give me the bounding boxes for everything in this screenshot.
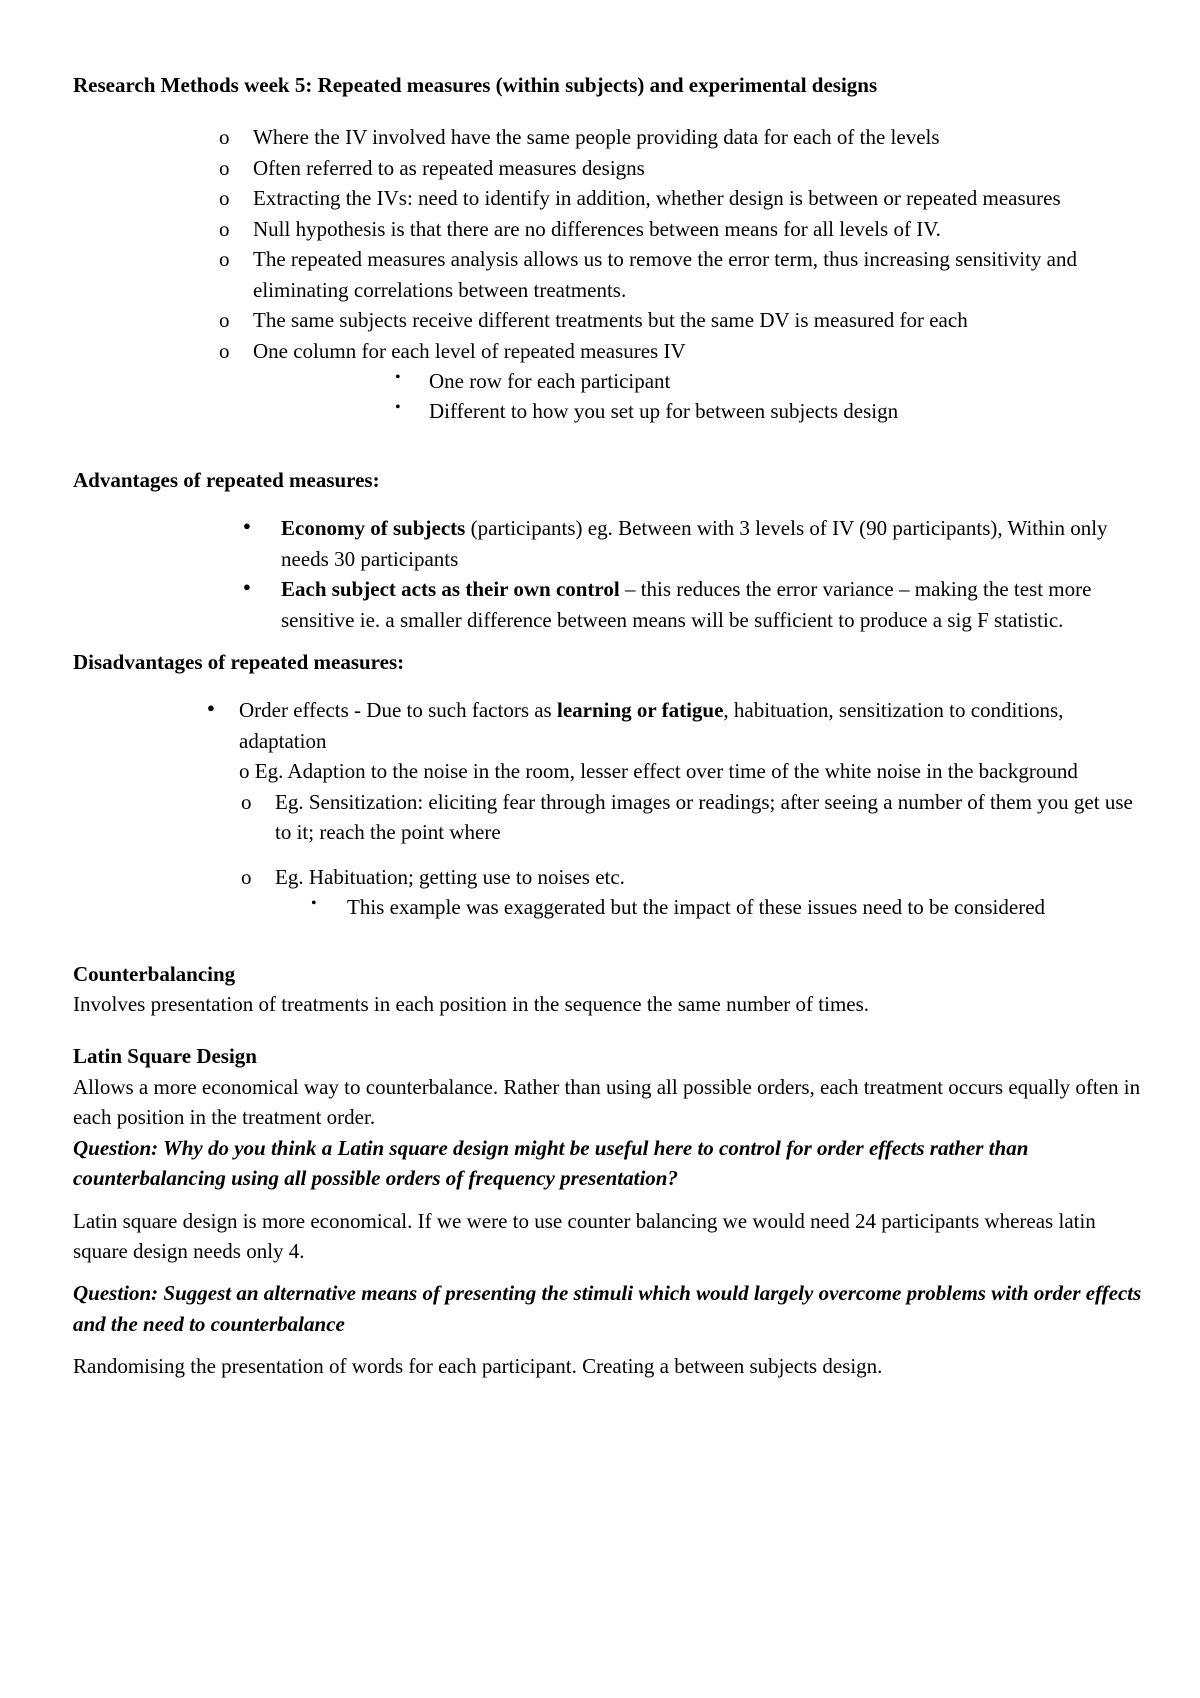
advantages-list xyxy=(241,513,1143,635)
advantages-heading: Advantages of repeated measures: xyxy=(73,467,380,492)
disadvantages-list xyxy=(205,695,1143,922)
list-item xyxy=(241,513,1143,574)
list-item xyxy=(241,574,1143,635)
question-1: Question: Why do you think a Latin square design might be useful here to control for order effects rather than counterbalancing using all possible orders of frequency presentation? xyxy=(73,1135,1029,1191)
list-item: o Extracting the IVs: need to identify in addition, whether design is between or repeated measures xyxy=(219,183,1143,213)
question-2: Question: Suggest an alternative means of presenting the stimuli which would largely overcome problems with order effects and the need to counterbalance xyxy=(73,1281,1142,1336)
order-effects-bold: learning or fatigue xyxy=(556,698,724,723)
adaption-example: o Eg. Adaption to the noise in the room, lesser effect over time of the white noise in the background xyxy=(239,759,1078,784)
list-item: o The repeated measures analysis allows us to remove the error term, thus increasing sensitivity and eliminating correlations between treatments. xyxy=(219,244,1143,305)
list-item: o The same subjects receive different treatments but the same DV is measured for each xyxy=(219,305,1143,335)
list-item: o Where the IV involved have the same people providing data for each of the levels xyxy=(219,122,1143,152)
advantage-term: Each subject acts as their own control xyxy=(281,577,620,602)
note-item: • This example was exaggerated but the impact of these issues need to be considered xyxy=(311,892,1143,922)
intro-list xyxy=(219,122,1143,426)
document-title: Research Methods week 5: Repeated measures (within subjects) and experimental designs xyxy=(73,73,878,97)
order-effects-pre: Order effects - Due to such factors as xyxy=(239,698,557,723)
answer-2: Randomising the presentation of words for each participant. Creating a between subjects design. xyxy=(73,1354,883,1379)
list-item: o Often referred to as repeated measures designs xyxy=(219,153,1143,183)
latin-square-text: Allows a more economical way to counterbalance. Rather than using all possible orders, each treatment occurs equally often in each position in the treatment order. xyxy=(73,1074,1141,1130)
disadvantages-heading: Disadvantages of repeated measures: xyxy=(73,650,405,674)
intro-sublist xyxy=(395,366,1143,427)
disadvantage-examples xyxy=(239,787,1143,923)
sub-list-item: • One row for each participant xyxy=(395,366,1143,396)
document-page xyxy=(73,70,1143,1382)
counterbalancing-heading: Counterbalancing xyxy=(73,961,236,986)
sub-list-item: • Different to how you set up for between subjects design xyxy=(395,396,1143,426)
sub-list-item: o Eg. Sensitization: eliciting fear through images or readings; after seeing a number of them you get use to it; reach the point where xyxy=(239,787,1143,848)
list-item xyxy=(219,336,1143,427)
sub-list-item-text: Eg. Habituation; getting use to noises etc. xyxy=(275,864,625,889)
list-item xyxy=(205,695,1143,922)
list-item: o Null hypothesis is that there are no differences between means for all levels of IV. xyxy=(219,214,1143,244)
answer-1: Latin square design is more economical. If we were to use counter balancing we would need 24 participants whereas latin square design needs only 4. xyxy=(73,1208,1096,1263)
note-list xyxy=(311,892,1143,922)
list-item-text: One column for each level of repeated measures IV xyxy=(253,338,686,363)
advantage-text: (participants) eg. Between with 3 levels of IV (90 participants), Within only needs 30 participants xyxy=(281,516,1108,571)
sub-list-item xyxy=(239,862,1143,923)
latin-square-heading: Latin Square Design xyxy=(73,1044,257,1069)
advantage-term: Economy of subjects xyxy=(281,516,466,541)
advantage-text: – this reduces the error variance – making the test more sensitive ie. a smaller difference between means will be sufficient to produce a sig F statistic. xyxy=(281,577,1092,632)
counterbalancing-text: Involves presentation of treatments in each position in the sequence the same number of times. xyxy=(73,991,870,1016)
order-effects-post: , habituation, sensitization to conditions, adaptation xyxy=(239,698,1064,753)
